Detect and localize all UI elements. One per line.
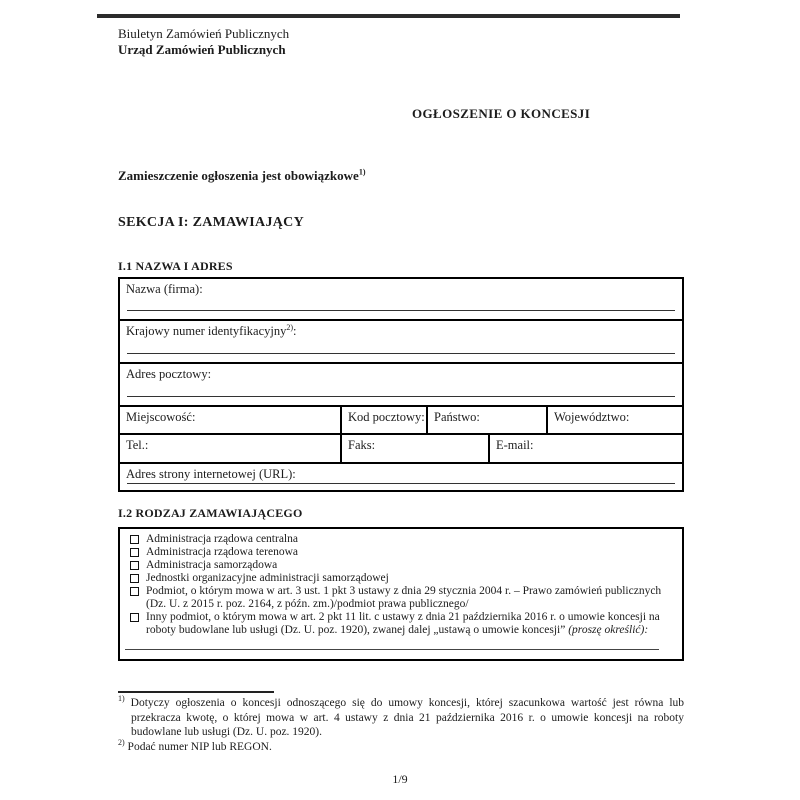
section-1-heading: SEKCJA I: ZAMAWIAJĄCY — [118, 215, 304, 230]
footnote-1-ref: 1) — [118, 694, 125, 704]
checkbox-jednostki-organizacyjne[interactable] — [130, 574, 139, 583]
tel-cell[interactable] — [120, 435, 342, 462]
option-podmiot-pzp — [128, 585, 674, 611]
subsection-i2-heading: I.2 RODZAJ ZAMAWIAJĄCEGO — [118, 506, 303, 520]
kod-pocztowy-label: Kod pocztowy: — [348, 410, 425, 424]
mandatory-notice — [118, 168, 365, 184]
page-number: 1/9 — [392, 772, 408, 786]
office-name: Urząd Zamówień Publicznych — [118, 42, 286, 57]
krajowy-numer-fill-line[interactable] — [127, 353, 675, 354]
option-administracja-samorzadowa — [128, 559, 674, 572]
mandatory-notice-text: Zamieszczenie ogłoszenia jest obowiązkowe — [118, 168, 359, 183]
top-rule — [97, 14, 680, 18]
subsection-i1-heading: I.1 NAZWA I ADRES — [118, 259, 233, 273]
checkbox-administracja-rzadowa-centralna[interactable] — [130, 535, 139, 544]
option-jednostki-organizacyjne — [128, 572, 674, 585]
checkbox-podmiot-pzp[interactable] — [130, 587, 139, 596]
footnote-1 — [118, 696, 684, 740]
footnote-1-text: Dotyczy ogłoszenia o koncesji odnoszącego się do umowy koncesji, której szacunkowa wartość jest równa lub przekracza kwotę, o której mowa w art. 4 ustawy z dnia 21 października 2016 r. o umowie koncesji na roboty budowlane lub usługi (Dz. U. poz. 1920). — [130, 697, 685, 738]
adres-pocztowy-fill-line[interactable] — [127, 396, 675, 397]
row-tel-faks-email — [118, 433, 684, 464]
footnote-separator — [118, 691, 274, 693]
panstwo-cell[interactable] — [428, 407, 548, 433]
wojewodztwo-label: Województwo: — [554, 410, 630, 424]
adres-pocztowy-label: Adres pocztowy: — [126, 367, 212, 381]
footnote-ref-2: 2) — [286, 322, 294, 332]
row-url — [118, 462, 684, 492]
option-administracja-rzadowa-centralna — [128, 533, 674, 546]
miejscowosc-label: Miejscowość: — [126, 410, 196, 424]
option-label: Administracja rządowa terenowa — [146, 546, 298, 558]
url-fill-line[interactable] — [127, 483, 675, 484]
row-adres-pocztowy — [118, 362, 684, 407]
footnote-ref-1: 1) — [358, 167, 366, 177]
inny-podmiot-fill-line[interactable] — [125, 649, 659, 650]
row-miejscowosc — [118, 405, 684, 435]
option-label: Jednostki organizacyjne administracji samorządowej — [146, 572, 389, 584]
footnote-2-ref: 2) — [118, 737, 125, 747]
row-nazwa — [118, 277, 684, 321]
option-label: Inny podmiot, o którym mowa w art. 2 pkt 11 lit. c ustawy z dnia 21 października 2016 r. o umowie koncesji na roboty budowlane lub usługi (Dz. U. poz. 1920), zwanej dalej „ustawą o umowie koncesji” (proszę określić): — [146, 611, 660, 636]
miejscowosc-cell[interactable] — [120, 407, 342, 433]
krajowy-numer-label: Krajowy numer identyfikacyjny$^{2)}$: — [126, 322, 297, 338]
i2-rodzaj-box — [118, 527, 684, 661]
url-label: Adres strony internetowej (URL): — [126, 467, 296, 481]
faks-label: Faks: — [348, 438, 376, 452]
footnotes — [118, 696, 684, 754]
nazwa-fill-line[interactable] — [127, 310, 675, 311]
document-header — [118, 26, 289, 58]
email-cell[interactable] — [490, 435, 682, 462]
i1-address-table — [118, 277, 684, 492]
checkbox-inny-podmiot[interactable] — [130, 613, 139, 622]
option-administracja-rzadowa-terenowa — [128, 546, 674, 559]
checkbox-administracja-rzadowa-terenowa[interactable] — [130, 548, 139, 557]
option-label: Administracja rządowa centralna — [146, 533, 298, 545]
option-label: Podmiot, o którym mowa w art. 3 ust. 1 pkt 3 ustawy z dnia 29 stycznia 2004 r. – Prawo zamówień publicznych (Dz. U. z 2015 r. poz. 2164, z późn. zm.)/podmiot prawa publicznego/ — [146, 585, 662, 610]
panstwo-label: Państwo: — [434, 410, 480, 424]
nazwa-label: Nazwa (firma): — [126, 282, 203, 296]
document-title: OGŁOSZENIE O KONCESJI — [412, 106, 591, 121]
option-inny-podmiot — [128, 611, 674, 637]
row-krajowy-numer — [118, 319, 684, 364]
kod-pocztowy-cell[interactable] — [342, 407, 428, 433]
footnote-2-text: Podać numer NIP lub REGON. — [127, 740, 272, 753]
tel-label: Tel.: — [126, 438, 149, 452]
footnote-2 — [118, 737, 684, 755]
email-label: E-mail: — [496, 438, 534, 452]
checkbox-administracja-samorzadowa[interactable] — [130, 561, 139, 570]
bulletin-name: Biuletyn Zamówień Publicznych — [118, 26, 290, 41]
wojewodztwo-cell[interactable] — [548, 407, 682, 433]
option-label: Administracja samorządowa — [146, 559, 278, 571]
faks-cell[interactable] — [342, 435, 490, 462]
